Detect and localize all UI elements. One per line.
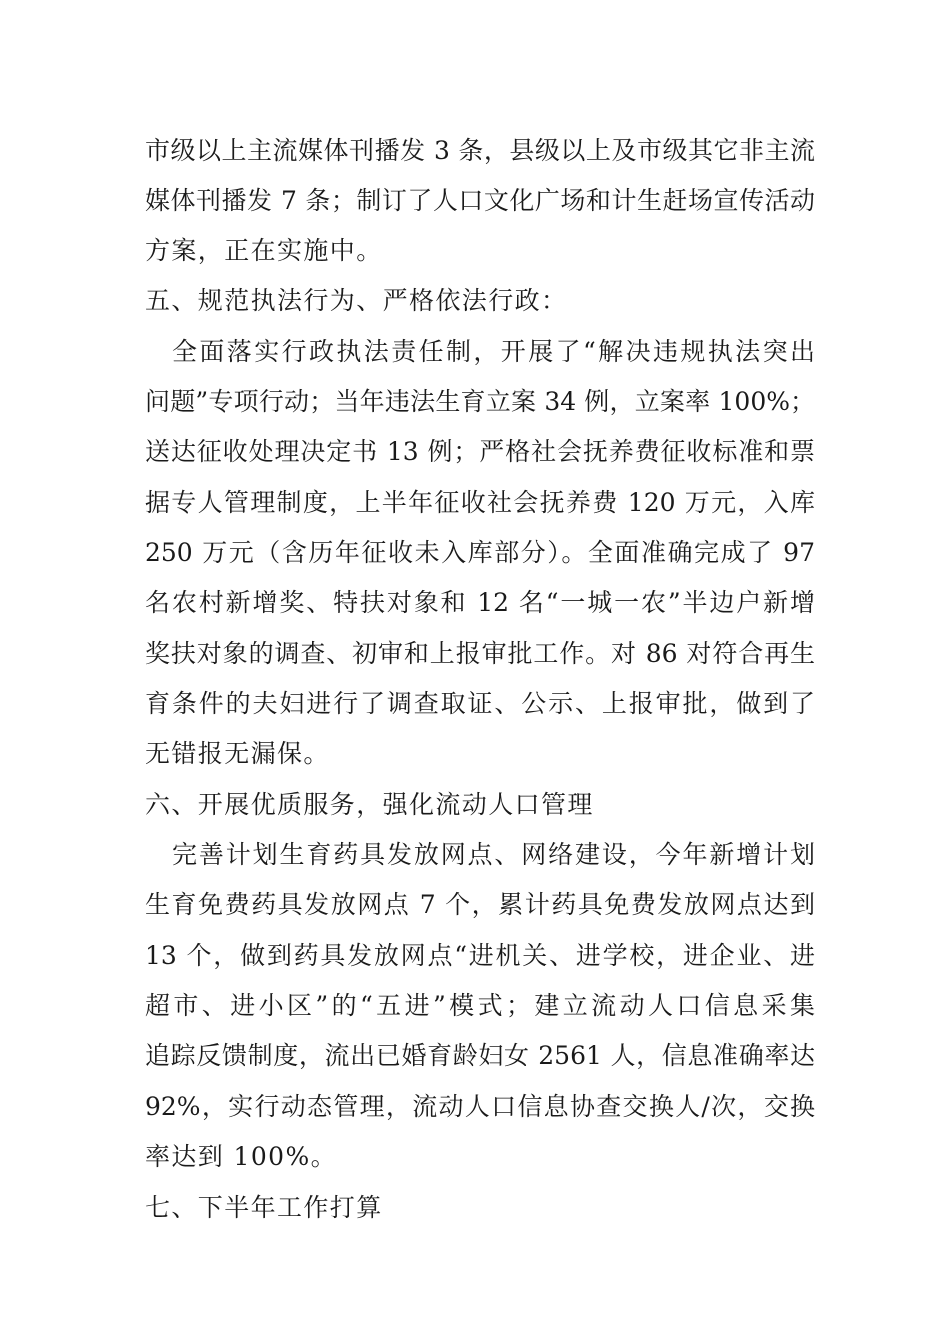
body-text-line: 完善计划生育药具发放网点、网络建设，今年新增计划 (172, 840, 815, 869)
body-text-line: 市级以上主流媒体刊播发 3 条，县级以上及市级其它非主流 (145, 136, 815, 165)
body-text-line: 送达征收处理决定书 13 例；严格社会抚养费征收标准和票 (145, 437, 815, 466)
body-text-line: 无错报无漏保。 (145, 739, 330, 768)
body-text-line: 率达到 100%。 (145, 1142, 338, 1171)
body-text-line: 方案，正在实施中。 (145, 236, 383, 265)
body-text-line: 问题”专项行动；当年违法生育立案 34 例，立案率 100%； (145, 387, 815, 416)
body-text-line: 据专人管理制度，上半年征收社会抚养费 120 万元，入库 (145, 488, 815, 517)
body-text-line: 全面落实行政执法责任制，开展了“解决违规执法突出 (172, 337, 815, 366)
body-text-line: 育条件的夫妇进行了调查取证、公示、上报审批，做到了 (145, 689, 815, 718)
body-text-line: 生育免费药具发放网点 7 个，累计药具免费发放网点达到 (145, 890, 815, 919)
body-text-line: 名农村新增奖、特扶对象和 12 名“一城一农”半边户新增 (145, 588, 815, 617)
section-heading-5: 五、规范执法行为、严格依法行政： (145, 286, 568, 315)
body-text-line: 250 万元（含历年征收未入库部分）。全面准确完成了 97 (145, 538, 815, 567)
body-text-line: 超市、进小区”的“五进”模式；建立流动人口信息采集 (145, 991, 815, 1020)
section-heading-6: 六、开展优质服务，强化流动人口管理 (145, 790, 594, 819)
body-text-line: 92%，实行动态管理，流动人口信息协查交换人/次，交换 (145, 1092, 815, 1121)
body-text-line: 追踪反馈制度，流出已婚育龄妇女 2561 人，信息准确率达 (145, 1041, 815, 1070)
body-text-line: 媒体刊播发 7 条；制订了人口文化广场和计生赶场宣传活动 (145, 186, 815, 215)
body-text-line: 13 个，做到药具发放网点“进机关、进学校，进企业、进 (145, 941, 815, 970)
section-heading-7: 七、下半年工作打算 (145, 1193, 383, 1222)
body-text-line: 奖扶对象的调查、初审和上报审批工作。对 86 对符合再生 (145, 639, 815, 668)
